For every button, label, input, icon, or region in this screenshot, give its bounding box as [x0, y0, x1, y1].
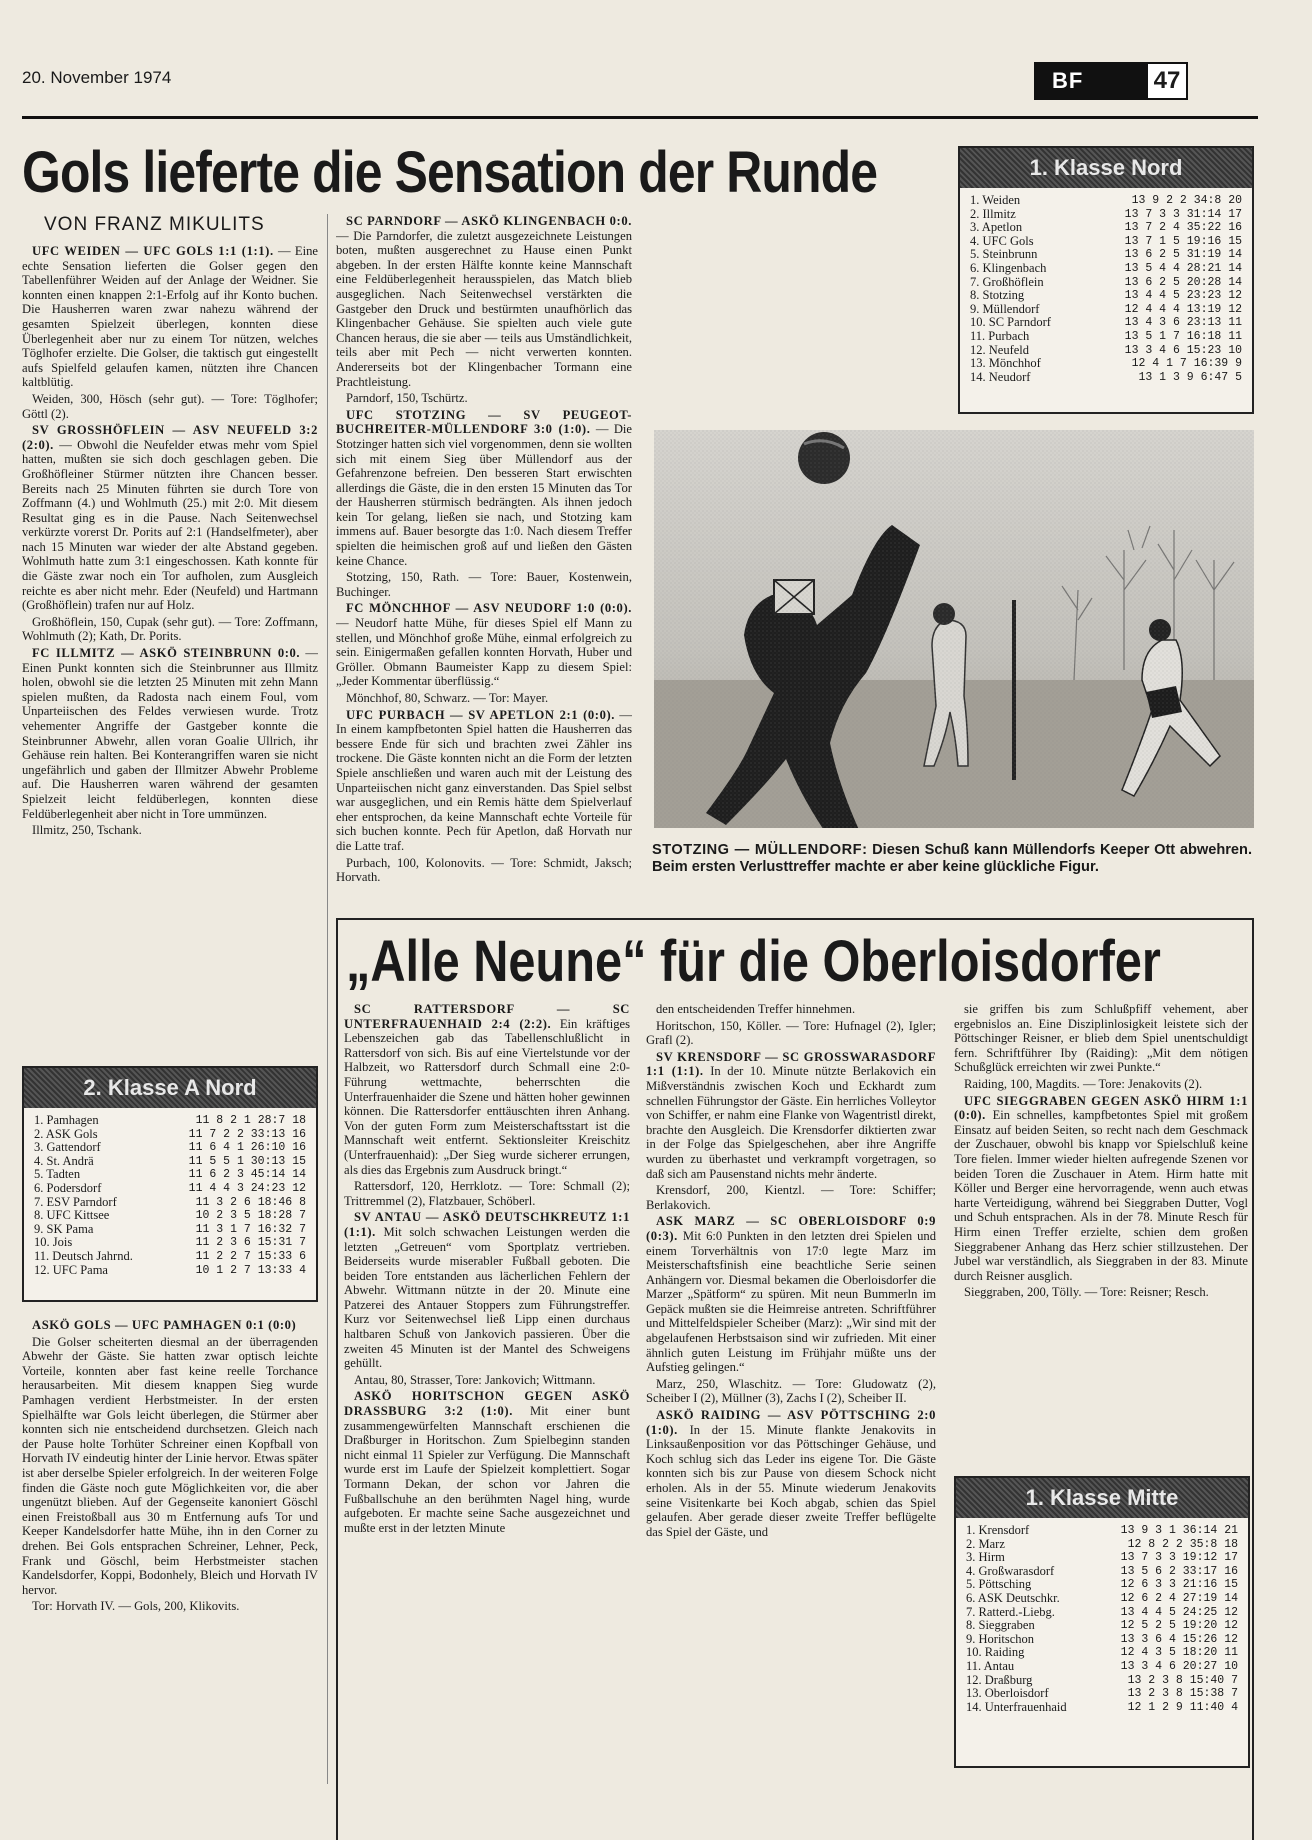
match-result-lead: UFC PURBACH — SV APETLON 2:1 (0:0). [346, 707, 616, 722]
match-result-lead: SV GROSSHÖFLEIN — ASV NEUFELD 3:2 (2:0). [22, 423, 318, 452]
team-stats: 12 5 2 5 19:20 12 [1120, 1619, 1238, 1633]
team-stats: 13 7 3 3 31:14 17 [1124, 207, 1242, 221]
team-name: 6. Klingenbach [970, 261, 1047, 275]
match-result-lead: UFC STOTZING — SV PEUGEOT-BUCHREITER-MÜLLENDORF 3:0 (1:0). [336, 407, 632, 437]
article-column-1-bottom [22, 1318, 318, 1788]
team-name: 1. Krensdorf [966, 1524, 1030, 1537]
team-name: 3. Hirm [966, 1551, 1005, 1565]
article-paragraph [22, 423, 318, 613]
team-name: 8. UFC Kittsee [34, 1209, 110, 1223]
paragraph-text: Ein schnelles, kampfbetontes Spiel mit großem Einsatz auf beiden Seiten, so recht nach dem Geschmack der Zuschauer, obwohl bis knapp vor Spielschluß keine Tore fielen. Immer wieder hielten aufregende Szenen vor beiden Toren die Zuschauer in Atem. Hirm hatte mit Köller und Berger eine hervorragende, wenn auch etwas harte Verteidigung, während bei Sieggraben Dutter, Vogl und Schuh entsprachen. Als in der 78. Minute Resch für Hirm einen Treffer erzielte, schien dem großen Sieggrabener Anhang das Herz schier stillzustehen. Der Jubel war verständlich, als Sieggraben in der 83. Minute durch Reisner ausglich. [954, 1108, 1248, 1283]
paragraph-text: — Einen Punkt konnten sich die Steinbrunner aus Illmitz holen, obwohl sie die letzten 25 Minuten mit zehn Mann spielen mußten, da Radosta nach einem Foul, vom Unparteiischen des Feldes verwiesen wurde. Trotz vehementer Angriffe der Gastgeber konnte die Steinbrunner Abwehr, allen voran Goalie Ullrich, ihr Gehäuse rein halten. Bei Konterangriffen waren sie nicht ungefährlich und gaben der Illmitzer Abwehr Probleme auf. Die Hausherren waren während der gesamten Spielzeit leicht feldüberlegen, konnten diese Feldüberlegenheit aber nicht in Tore ummünzen. [22, 646, 318, 821]
team-stats: 13 6 2 5 20:28 14 [1124, 275, 1242, 289]
paragraph-text: Ein kräftiges Lebenszeichen gab das Tabellenschlußlicht in Rattersdorf von sich. Bis auf eine Viertelstunde vor der Halbzeit, wo Rattersdorf durch Schmall eine 2:0-Führung wettmachte, beherrschten die Unterfrauenhaider die Szene und hätten hoher gewinnen können. Die Rattersdorfer enttäuschten ihren Anhang. Von der guten Form zum Meisterschaftsstart ist die Mannschaft weit entfernt. Sektionsleiter Kreischitz (Unterfrauenhaid): „Der Sieg wurde sicherer errungen, als dies das Ergebnis zum Ausdruck bringt.“ [344, 1016, 630, 1177]
team-name: 6. ASK Deutschkr. [966, 1591, 1060, 1605]
team-stats: 11 5 5 1 30:13 15 [188, 1154, 306, 1168]
table-row [970, 208, 1242, 222]
team-name: 4. Großwarasdorf [966, 1564, 1055, 1578]
paragraph-text: In der 15. Minute flankte Jenakovits in Linksaußenposition vor das Pöttschinger Gehäuse, und Koch schlug sich das Leder ins eigene Tor. Die Gäste konnten sich bis zur Pause von diesem Schock nicht erholen. Als in der 55. Minute wiederum Jenakovits seine Visitenkarte bei Koch abgab, schien das Spiel gelaufen. Aber gerade dieser zweite Treffer beflügelte das Spiel der Gäste, und [646, 1422, 936, 1539]
table-row [970, 330, 1242, 344]
team-name: 2. Marz [966, 1537, 1005, 1551]
match-result-lead: UFC SIEGGRABEN GEGEN ASKÖ HIRM 1:1 (0:0). [954, 1093, 1248, 1123]
standings-table-klasse-a-nord [22, 1066, 318, 1302]
second-headline: „Alle Neune“ für die Oberloisdorfer [346, 929, 1161, 994]
header-rule [22, 116, 1258, 119]
masthead [1034, 62, 1184, 102]
team-name: 5. Pöttsching [966, 1578, 1032, 1592]
paragraph-text: Großhöflein, 150, Cupak (sehr gut). — Tore: Zoffmann, Wohlmuth (2); Kath, Dr. Porits. [22, 614, 318, 644]
table-row [970, 371, 1242, 385]
team-stats: 13 4 4 5 24:25 12 [1120, 1605, 1238, 1619]
table-row [970, 262, 1242, 276]
article-paragraph [954, 1077, 1248, 1092]
team-stats: 11 6 4 1 26:10 16 [188, 1141, 306, 1155]
article-paragraph [344, 1373, 630, 1388]
paragraph-text: Purbach, 100, Kolonovits. — Tore: Schmidt, Jaksch; Horvath. [336, 855, 632, 885]
paragraph-text: Rattersdorf, 120, Herrklotz. — Tore: Schmall (2); Trittremmel (2), Flatzbauer, Schöberl. [344, 1179, 630, 1208]
article-column-3 [344, 1002, 630, 1792]
paragraph-text: Mit 6:0 Punkten in den letzten drei Spielen und einem Torverhältnis von 17:0 legte Marz im Meisterschaftsfinish eine beachtliche Serie seinen Anhängern vor. Diesmal bekamen die Oberloisdorfer die Marzer „Spätform“ zu spüren. Mit neun Bummerln im Gepäck mußten sie die Heimreise antreten. Schriftführer und Mittelfeldspieler Scheiber (Marz): „Wir sind mit der abgelaufenen Herbstsaison sind wir zufrieden. Mit einer ähnlich guten Leistung im Frühjahr müßte uns der Aufstieg gelingen.“ [646, 1228, 936, 1375]
team-stats: 12 4 4 4 13:19 12 [1124, 302, 1242, 316]
team-stats: 13 4 3 6 23:13 11 [1124, 316, 1242, 330]
article-paragraph [336, 570, 632, 599]
paragraph-text: Tor: Horvath IV. — Gols, 200, Klikovits. [32, 1599, 240, 1614]
team-name: 5. Steinbrunn [970, 248, 1038, 262]
team-name: 13. Mönchhof [970, 357, 1041, 371]
table-row [966, 1578, 1238, 1592]
team-stats: 13 6 2 5 31:19 14 [1124, 248, 1242, 262]
paragraph-text: — Obwohl die Neufelder etwas mehr vom Spiel hatten, mußten sie sich doch geschlagen geben. Die Großhöfleiner Stürmer nützten ihre Chancen besser. Bereits nach 25 Minuten führten sie durch Tore von Zoffmann (4.) und Wohlmuth (25.) mit 2:0. Mit diesem Resultat ging es in die Pause. Nach Seitenwechsel verkürzte vorerst Dr. Porits auf 2:1 (Handselfmeter), aber nach 15 Minuten war wieder der alte Abstand gegeben. Wohlmuth hatte zum 3:1 eingeschossen. Kath konnte für die Gäste zwar noch ein Tor aufholen, zum Ausgleich reichte es aber nicht mehr. Eder (Neufeld) und Hartmann (Großhöflein) trafen nur auf Holz. [22, 437, 318, 613]
team-stats: 10 1 2 7 13:33 4 [195, 1263, 306, 1277]
article-paragraph [646, 1002, 936, 1017]
team-stats: 11 3 1 7 16:32 7 [195, 1222, 306, 1236]
paragraph-text: Horitschon, 150, Köller. — Tore: Hufnagel (2), Igler; Grafl (2). [646, 1018, 936, 1048]
match-result-lead: ASKÖ GOLS — UFC PAMHAGEN 0:1 (0:0) [32, 1318, 297, 1332]
table-row [966, 1592, 1238, 1606]
team-stats: 13 9 2 2 34:8 20 [1131, 194, 1242, 207]
table-row [966, 1619, 1238, 1633]
table-row [34, 1196, 306, 1210]
team-name: 6. Podersdorf [34, 1181, 102, 1195]
match-result-lead: SV KRENSDORF — SC GROSSWARASDORF 1:1 (1:1). [646, 1049, 936, 1079]
issue-date: 20. November 1974 [22, 68, 172, 87]
team-name: 2. Illmitz [970, 207, 1016, 221]
team-stats: 11 7 2 2 33:13 16 [188, 1127, 306, 1141]
team-stats: 13 7 2 4 35:22 16 [1124, 221, 1242, 235]
paragraph-text: — In einem kampfbetonten Spiel hatten die Hausherren das bessere Ende für sich und brachten zwei Zähler ins trockene. Die Gäste konnten nicht an die Form der letzten Spiele anschließen und waren auch mit der Leistung des Unparteiischen nicht ganz einverstanden. Das Spiel selbst war ausgeglichen, und ein Remis hätte dem Spielverlauf eher entsprochen, da keine Mannschaft echte Vorteile für sich buchen konnte. Pech für Apetlon, daß Horvath nur die Latte traf. [336, 707, 632, 853]
table-row [970, 276, 1242, 290]
table-row [34, 1155, 306, 1169]
table-row [34, 1168, 306, 1182]
article-paragraph [646, 1408, 936, 1539]
team-name: 9. Horitschon [966, 1632, 1035, 1646]
team-stats: 13 3 6 4 15:26 12 [1120, 1632, 1238, 1646]
publication-logo: BF [1034, 62, 1146, 100]
table-title: 2. Klasse A Nord [24, 1068, 316, 1108]
paragraph-text: Stotzing, 150, Rath. — Tore: Bauer, Kostenwein, Buchinger. [336, 570, 632, 599]
article-paragraph [336, 601, 632, 689]
paragraph-text: — Die Parndorfer, die zuletzt ausgezeichnete Leistungen boten, mußten ausgerechnet zu Hause einen Punkt abgeben. In der ersten Hälfte konnte keine Mannschaft eine Feldüberlegenheit herausspielen, das Match blieb ausgeglichen. Nach Seitenwechsel verstärkten die Gastgeber den Druck und bestürmten unaufhörlich das Klingenbacher Gehäuse. Sie spielten auch viele gute Chancen heraus, die sie aber — teils aus Umständlichkeit, teils aber mit Pech — nicht verwerten konnten. Andererseits bot der Klingenbacher Tormann eine Prachtleistung. [336, 228, 632, 389]
table-row [34, 1250, 306, 1264]
standings-table-klasse-nord [958, 146, 1254, 414]
article-paragraph [646, 1214, 936, 1375]
article-paragraph [646, 1183, 936, 1212]
table-row [966, 1687, 1238, 1701]
article-paragraph [954, 1002, 1248, 1075]
team-name: 12. Neufeld [970, 343, 1030, 357]
byline: VON FRANZ MIKULITS [44, 214, 265, 235]
table-title: 1. Klasse Mitte [956, 1478, 1248, 1518]
team-name: 10. Jois [34, 1236, 73, 1250]
table-row [970, 344, 1242, 358]
caption-lead: STOTZING — MÜLLENDORF: [652, 842, 868, 858]
match-result-lead: FC MÖNCHHOF — ASV NEUDORF 1:0 (0:0). [346, 601, 632, 616]
team-name: 8. Stotzing [970, 289, 1025, 303]
paragraph-text: Mönchhof, 80, Schwarz. — Tor: Mayer. [346, 691, 549, 705]
team-stats: 11 3 2 6 18:46 8 [195, 1195, 306, 1209]
table-row [34, 1223, 306, 1237]
article-paragraph [22, 823, 318, 838]
team-name: 3. Apetlon [970, 221, 1023, 235]
team-stats: 13 2 3 8 15:40 7 [1127, 1673, 1238, 1687]
team-stats: 12 6 2 4 27:19 14 [1120, 1591, 1238, 1605]
team-name: 8. Sieggraben [966, 1619, 1035, 1633]
match-result-lead: ASK MARZ — SC OBERLOISDORF 0:9 (0:3). [646, 1214, 936, 1243]
main-headline: Gols lieferte die Sensation der Runde [22, 140, 878, 205]
paragraph-text: — Neudorf hatte Mühe, für dieses Spiel elf Mann zu stellen, und Mönchhof große Mühe, einmal erfolgreich zu sein. Einigermaßen gefallen konnten Horvath, Huber und Gröller. Obmann Baumeister Kapp zu diesem Spiel: „Jeder Kommentar überflüssig.“ [336, 616, 632, 689]
team-stats: 13 3 4 6 15:23 10 [1124, 343, 1242, 357]
paragraph-text: Marz, 250, Wlaschitz. — Tore: Gludowatz (2), Scheiber I (2), Müllner (3), Zachs I (2), Scheiber II. [646, 1376, 936, 1406]
team-name: 7. Ratterd.-Liebg. [966, 1605, 1055, 1619]
paragraph-text: In der 10. Minute nützte Berlakovich ein Mißverständnis zwischen Koch und Eckhardt zum schnellen Führungstor der Gäste. Ein herrliches Volleytor von Schiffer, er nahm eine Flanke von Wagentristl direkt, brachte den Ausgleich. Die Krensdorfer diktierten zwar in der Folge das Spielgeschehen, aber ihre Angriffe wurden zu überhastet und verkrampft vorgetragen, so daß sich am Pausenstand nichts mehr änderte. [646, 1064, 936, 1181]
paragraph-text: Krensdorf, 200, Kientzl. — Tore: Schiffer; Berlakovich. [646, 1183, 936, 1212]
table-row [970, 248, 1242, 262]
table-row [34, 1236, 306, 1250]
team-stats: 11 6 2 3 45:14 14 [188, 1168, 306, 1182]
team-stats: 13 5 6 2 33:17 16 [1120, 1564, 1238, 1578]
article-paragraph [22, 1335, 318, 1598]
caption-text: Diesen Schuß kann Müllendorfs Keeper Ott abwehren. Beim ersten Verlusttreffer machte er aber keine glückliche Figur. [652, 842, 1252, 875]
team-stats: 13 5 4 4 28:21 14 [1124, 261, 1242, 275]
table-row [966, 1674, 1238, 1688]
article-paragraph [646, 1019, 936, 1048]
article-paragraph [344, 1179, 630, 1208]
team-name: 1. Pamhagen [34, 1114, 99, 1127]
match-result-lead: SV ANTAU — ASKÖ DEUTSCHKREUTZ 1:1 (1:1). [344, 1210, 630, 1239]
team-name: 10. Raiding [966, 1646, 1025, 1660]
team-name: 12. UFC Pama [34, 1263, 108, 1277]
team-stats: 12 4 1 7 16:39 9 [1131, 357, 1242, 371]
paragraph-text: Parndorf, 150, Tschürtz. [346, 391, 468, 406]
paragraph-text: Sieggraben, 200, Tölly. — Tore: Reisner; Resch. [964, 1285, 1209, 1300]
table-row [970, 303, 1242, 317]
photo-caption [652, 842, 1252, 876]
team-stats: 12 8 2 2 35:8 18 [1127, 1537, 1238, 1551]
team-name: 2. ASK Gols [34, 1127, 98, 1141]
table-row [970, 289, 1242, 303]
paragraph-text: Weiden, 300, Hösch (sehr gut). — Tore: Töglhofer; Göttl (2). [22, 391, 318, 421]
article-paragraph [22, 392, 318, 421]
team-name: 10. SC Parndorf [970, 316, 1051, 330]
article-paragraph [336, 214, 632, 389]
match-result-lead: SC PARNDORF — ASKÖ KLINGENBACH 0:0. [346, 214, 632, 228]
paragraph-text: Mit einer bunt zusammengewürfelten Mannschaft erschienen die Draßburger in Horitschon. Zum Spielbeginn standen nicht einmal 11 Spieler zur Verfügung. Die Mannschaft wurde erst im Laufe der Spielzeit komplettiert. Sogar Tormann Dekan, der schon vor Jahren die Fußballschuhe an den berühmten Nagel hing, wurde aufgeboten. Er machte seine Sache ausgezeichnet und mußte erst in der letzten Minute [344, 1404, 630, 1535]
paragraph-text: Mit solch schwachen Leistungen werden die letzten „Getreuen“ vom Sportplatz vertrieben. Beiderseits wurde miserabler Fußball geboten. Die beiden Tore entstanden aus lächerlichen Fehlern der Abwehr. Wittmann nützte in der 20. Minute eine Patzerei des Antauer Stoppers zum Führungstreffer. Kurz vor Seitenwechsel ließ Lipp einen durchaus haltbaren Schuß von Jankovich passieren. Über die zweiten 45 Minuten ist der Mantel des Schweigens gehüllt. [344, 1224, 630, 1371]
paragraph-text: Raiding, 100, Magdits. — Tore: Jenakovits (2). [964, 1076, 1203, 1091]
article-paragraph [22, 646, 318, 821]
table-row [966, 1660, 1238, 1674]
goalkeeper-save-image [654, 430, 1254, 828]
table-row [970, 316, 1242, 330]
table-title: 1. Klasse Nord [960, 148, 1252, 188]
team-name: 12. Draßburg [966, 1673, 1033, 1687]
table-row [34, 1141, 306, 1155]
team-stats: 11 8 2 1 28:7 18 [195, 1114, 306, 1127]
match-result-lead: FC ILLMITZ — ASKÖ STEINBRUNN 0:0. [32, 646, 301, 661]
match-result-lead: ASKÖ RAIDING — ASV PÖTTSCHING 2:0 (1:0). [646, 1408, 936, 1437]
article-paragraph [336, 691, 632, 706]
match-photo [654, 430, 1254, 828]
article-paragraph [336, 856, 632, 885]
paragraph-text: Antau, 80, Strasser, Tore: Jankovich; Wittmann. [354, 1372, 596, 1387]
team-stats: 12 6 3 3 21:16 15 [1120, 1578, 1238, 1592]
article-column-4 [646, 1002, 936, 1792]
match-result-lead: UFC WEIDEN — UFC GOLS 1:1 (1:1). [32, 244, 274, 258]
table-row [34, 1128, 306, 1142]
article-paragraph [344, 1210, 630, 1371]
team-name: 1. Weiden [970, 194, 1021, 207]
table-row [966, 1633, 1238, 1647]
team-name: 4. St. Andrä [34, 1154, 94, 1168]
match-result-lead: ASKÖ HORITSCHON GEGEN ASKÖ DRASSBURG 3:2 (1:0). [344, 1389, 630, 1419]
team-stats: 13 1 3 9 6:47 5 [1138, 370, 1242, 384]
table-row [970, 357, 1242, 371]
team-stats: 13 3 4 6 20:27 10 [1120, 1659, 1238, 1673]
table-row [966, 1646, 1238, 1660]
team-name: 13. Oberloisdorf [966, 1687, 1049, 1701]
team-name: 4. UFC Gols [970, 234, 1034, 248]
team-stats: 11 4 4 3 24:23 12 [188, 1181, 306, 1195]
team-name: 7. ESV Parndorf [34, 1195, 117, 1209]
paragraph-text: — Eine echte Sensation lieferten die Golser gegen den Tabellenführer Weiden auf der Anlage der Weidner. Sie konnten einen knappen 2:1-Erfolg auf ihr Konto buchen. Die Hausherren waren zwar nahezu während der gesamten Spielzeit überlegen, konnten diese Überlegenheit aber nur zu einem Tor nützen, welches Töglhofer erzielte. Die Golser, die taktisch gut eingestellt aufs Spielfeld gelaufen kamen, nützten ihre Chancen kaltblütig. [22, 244, 318, 390]
table-row [966, 1538, 1238, 1552]
team-stats: 13 9 3 1 36:14 21 [1120, 1524, 1238, 1537]
article-paragraph [22, 1318, 318, 1333]
article-paragraph [646, 1050, 936, 1181]
paragraph-text: den entscheidenden Treffer hinnehmen. [656, 1002, 856, 1016]
table-row [966, 1551, 1238, 1565]
team-name: 9. SK Pama [34, 1222, 94, 1236]
team-stats: 11 2 3 6 15:31 7 [195, 1236, 306, 1250]
table-row [34, 1114, 306, 1128]
table-row [34, 1264, 306, 1278]
paragraph-text: Die Golser scheiterten diesmal an der überragenden Abwehr der Gäste. Sie hatten zwar optisch leichte Vorteile, konnten aber fast keine reelle Torchance herausarbeiten. Mit diesem knappen Sieg wurde Pamhagen verdient Herbstmeister. In der ersten Spielhälfte war Gols leicht überlegen, die Stürmer aber konnten sich nie entscheidend durchsetzen. Gleich nach der Pause holte Torhüter Schreiner einen Kopfball von Horvath IV eindeutig hinter der Linie hervor. Etwas später ist aber derselbe Spieler erfolgreich. In der weiteren Folge finden die Gäste noch gute Möglichkeiten vor, die aber ungenützt blieben. Auf der Gegenseite kanoniert Göschl einen Freistoßball aus 30 m Entfernung aufs Tor und Keeper Kandelsdorfer hatte Mühe, ihn in den Corner zu drehen. Bei Gols entsprachen Schreiner, Lehner, Peck, Frank und Göschl, beim Herbstmeister stachen Kandelsdorfer, Koppi, Bodonhely, Bleich und Horvath IV hervor. [22, 1334, 318, 1597]
article-paragraph [22, 1599, 318, 1614]
team-stats: 13 5 1 7 16:18 11 [1124, 329, 1242, 343]
team-name: 14. Neudorf [970, 370, 1031, 384]
paragraph-text: Illmitz, 250, Tschank. [32, 823, 142, 838]
team-stats: 13 7 1 5 19:16 15 [1124, 234, 1242, 248]
team-stats: 12 1 2 9 11:40 4 [1127, 1700, 1238, 1714]
table-row [970, 221, 1242, 235]
article-paragraph [344, 1002, 630, 1177]
table-row [966, 1524, 1238, 1538]
article-paragraph [22, 615, 318, 644]
paragraph-text: — Die Stotzinger hatten sich viel vorgenommen, denn sie wollten sich mit einem Sieg über Müllendorf aus der Gefahrenzone befreien. Den besseren Start erwischten allerdings die Gäste, die in den ersten 15 Minuten das Tor der Hausherren stürmisch bedrängten. Als ihnen jedoch kein Tor gelang, ließen sie nach, und Stotzing kam immens auf. Bauer besorgte das 1:0. Nach diesem Treffer spielten die heimischen groß auf und ließen den Gästen keine Chance. [336, 422, 632, 568]
article-paragraph [336, 391, 632, 406]
table-row [970, 235, 1242, 249]
team-stats: 13 4 4 5 23:23 12 [1124, 289, 1242, 303]
team-name: 9. Müllendorf [970, 302, 1040, 316]
article-paragraph [646, 1377, 936, 1406]
page-number: 47 [1146, 62, 1188, 100]
team-name: 11. Antau [966, 1659, 1015, 1673]
team-name: 14. Unterfrauenhaid [966, 1700, 1067, 1714]
team-stats: 13 2 3 8 15:38 7 [1127, 1687, 1238, 1701]
table-row [966, 1701, 1238, 1715]
column-divider [327, 214, 328, 1784]
article-column-2 [336, 214, 632, 890]
article-paragraph [22, 244, 318, 390]
article-paragraph [954, 1285, 1248, 1300]
match-result-lead: SC RATTERSDORF — SC UNTERFRAUENHAID 2:4 (2:2). [344, 1002, 630, 1031]
team-name: 5. Tadten [34, 1168, 81, 1182]
article-paragraph [336, 408, 632, 569]
article-column-1 [22, 244, 318, 1034]
table-row [34, 1209, 306, 1223]
team-name: 11. Deutsch Jahrnd. [34, 1249, 133, 1263]
team-name: 3. Gattendorf [34, 1141, 101, 1155]
table-row [966, 1565, 1238, 1579]
table-row [966, 1606, 1238, 1620]
article-paragraph [344, 1389, 630, 1535]
table-row [34, 1182, 306, 1196]
article-column-5 [954, 1002, 1248, 1460]
article-paragraph [336, 708, 632, 854]
team-stats: 12 4 3 5 18:20 11 [1120, 1646, 1238, 1660]
team-name: 7. Großhöflein [970, 275, 1044, 289]
team-stats: 13 7 3 3 19:12 17 [1120, 1551, 1238, 1565]
paragraph-text: sie griffen bis zum Schlußpfiff vehement, aber ergebnislos an. Eine Disziplinlosigkeit leistete sich der Pöttschinger Reisner, er blieb dem Spiel unentschuldigt fern. Schriftführer Iby (Raiding): „Mit dem nötigen Schußglück erreichten wir zwei Punkte.“ [954, 1002, 1248, 1075]
team-stats: 11 2 2 7 15:33 6 [195, 1249, 306, 1263]
team-stats: 10 2 3 5 18:28 7 [195, 1209, 306, 1223]
article-paragraph [954, 1094, 1248, 1284]
table-row [970, 194, 1242, 208]
standings-table-klasse-mitte [954, 1476, 1250, 1768]
team-name: 11. Purbach [970, 329, 1030, 343]
